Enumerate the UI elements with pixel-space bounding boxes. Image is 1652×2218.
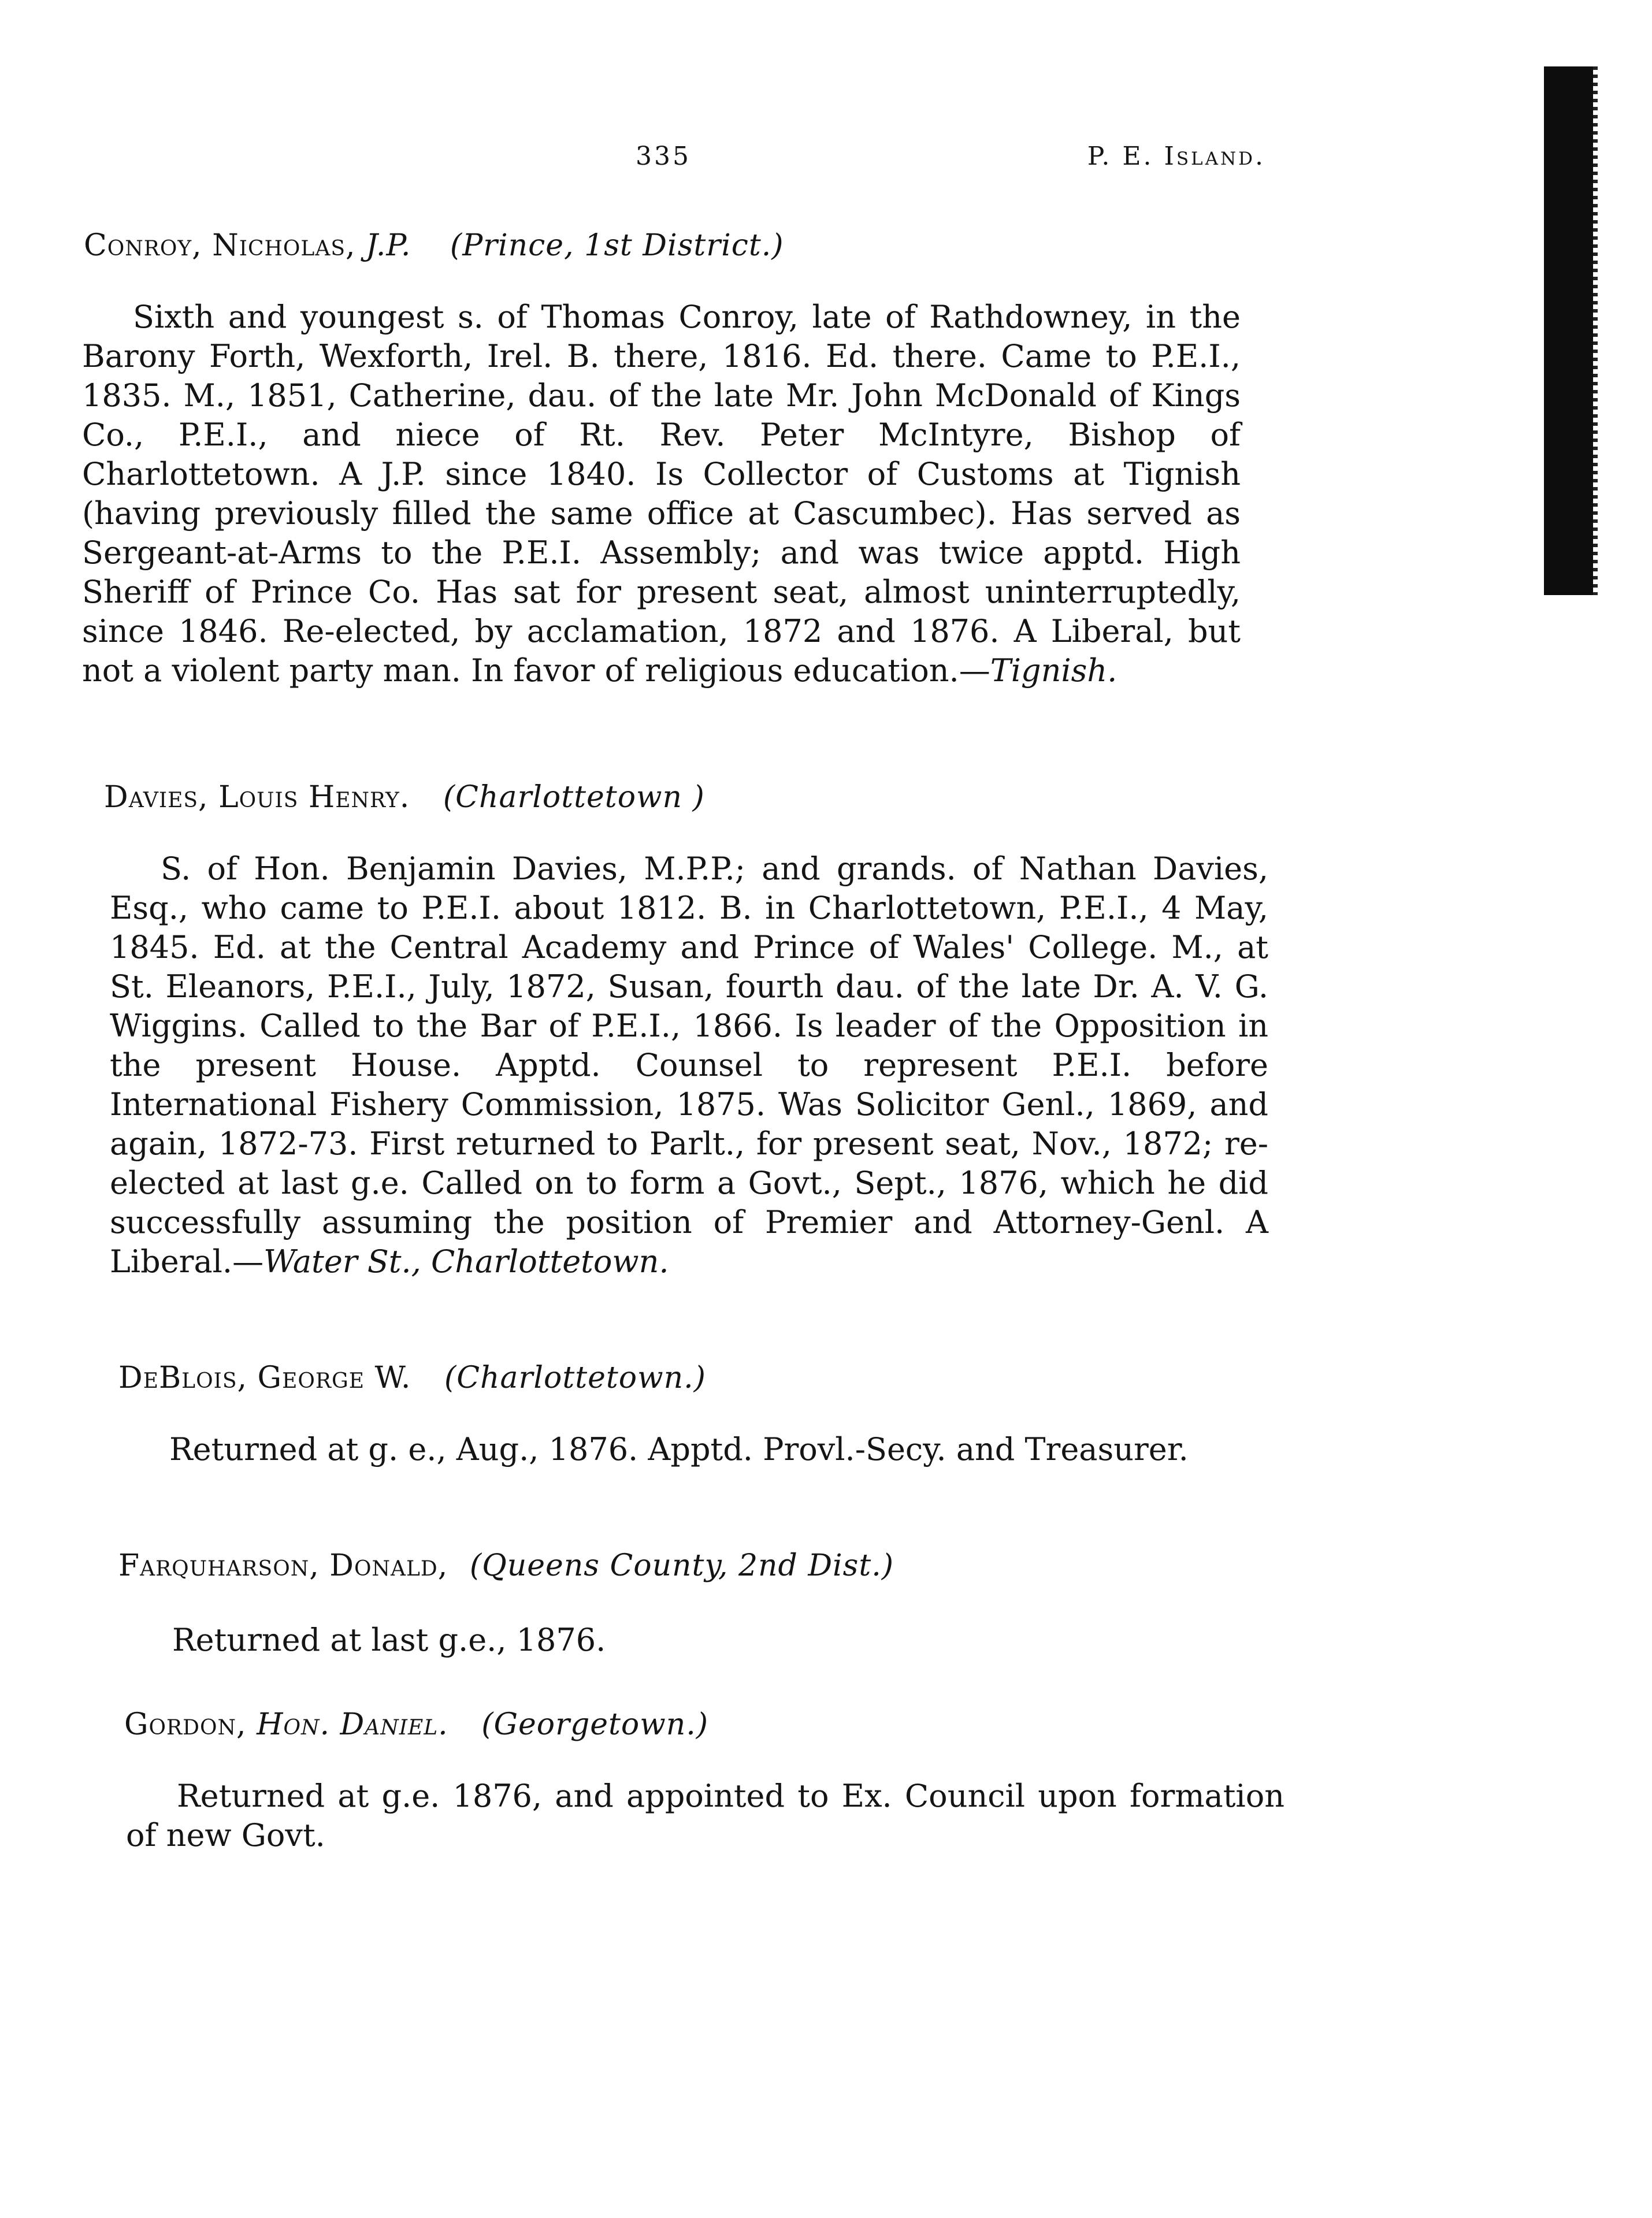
entry-constituency: (Charlottetown.) bbox=[444, 1361, 706, 1395]
entry-body-text: S. of Hon. Benjamin Davies, M.P.P.; and grands. of Nathan Davies, Esq., who came to P.E.I. about 1812. B. in Charlottetown, P.E.I., 4 May, 1845. Ed. at the Central Academy and Prince of Wales' College. M., at St. Eleanors, P.E.I., July, 1872, Susan, fourth dau. of the late Dr. A. V. G. Wiggins. Called to the Bar of P.E.I., 1866. Is leader of the Opposition in the present House. Apptd. Counsel to represent P.E.I. before International Fishery Commission, 1875. Was Solicitor Genl., 1869, and again, 1872-73. First returned to Parlt., for present seat, Nov., 1872; re-elected at last g.e. Called on to form a Govt., Sept., 1876, which he did successfully assuming the position of Premier and Attorney-Genl. A Liberal.— bbox=[110, 850, 1268, 1280]
entry-heading-davies bbox=[104, 780, 705, 815]
entry-heading-gordon bbox=[124, 1707, 708, 1742]
entry-title: Hon. Daniel. bbox=[246, 1707, 448, 1742]
entry-name: Farquharson, Donald, bbox=[118, 1548, 448, 1583]
entry-body-text: Returned at last g.e., 1876. bbox=[172, 1622, 606, 1658]
entry-title: J.P. bbox=[355, 228, 411, 263]
entry-name: DeBlois, George W. bbox=[118, 1361, 411, 1395]
entry-body-text: Sixth and youngest s. of Thomas Conroy, late of Rathdowney, in the Barony Forth, Wexforth, Irel. B. there, 1816. Ed. there. Came to P.E.I., 1835. M., 1851, Catherine, dau. of the late Mr. John McDonald of Kings Co., P.E.I., and niece of Rt. Rev. Peter McIntyre, Bishop of Charlottetown. A J.P. since 1840. Is Collector of Customs at Tignish (having previously filled the same office at Cascumbec). Has served as Sergeant-at-Arms to the P.E.I. Assembly; and was twice apptd. High Sheriff of Prince Co. Has sat for present seat, almost uninterruptedly, since 1846. Re-elected, by acclamation, 1872 and 1876. A Liberal, but not a violent party man. In favor of religious education.— bbox=[82, 299, 1241, 689]
margin-scan-bar-edge bbox=[1593, 66, 1598, 595]
margin-scan-bar bbox=[1544, 66, 1593, 595]
entry-constituency: (Prince, 1st District.) bbox=[450, 228, 784, 263]
entry-constituency: (Georgetown.) bbox=[481, 1707, 709, 1742]
entry-heading-conroy bbox=[84, 228, 784, 263]
entry-body-conroy bbox=[82, 298, 1241, 690]
entry-constituency: (Charlottetown ) bbox=[443, 780, 705, 815]
entry-address: Tignish. bbox=[990, 652, 1118, 689]
running-title: P. E. Island. bbox=[1087, 142, 1265, 171]
entry-body-text: Returned at g.e. 1876, and appointed to Ex. Council upon formation of new Govt. bbox=[126, 1778, 1285, 1853]
entry-body-text: Returned at g. e., Aug., 1876. Apptd. Provl.-Secy. and Treasurer. bbox=[169, 1431, 1189, 1467]
entry-heading-farquharson bbox=[118, 1548, 894, 1583]
entry-body-davies bbox=[110, 849, 1268, 1281]
page-header bbox=[601, 142, 1265, 188]
entry-heading-deblois bbox=[118, 1361, 706, 1395]
entry-name: Gordon, bbox=[124, 1707, 247, 1742]
page-number: 335 bbox=[636, 142, 691, 171]
entry-body-farquharson bbox=[121, 1621, 1280, 1660]
entry-body-gordon bbox=[126, 1777, 1285, 1855]
entry-name: Davies, Louis Henry. bbox=[104, 780, 410, 815]
entry-name: Conroy, Nicholas, bbox=[84, 228, 356, 263]
entry-constituency: (Queens County, 2nd Dist.) bbox=[469, 1548, 894, 1583]
entry-body-deblois bbox=[118, 1430, 1277, 1469]
entry-address: Water St., Charlottetown. bbox=[263, 1243, 669, 1280]
